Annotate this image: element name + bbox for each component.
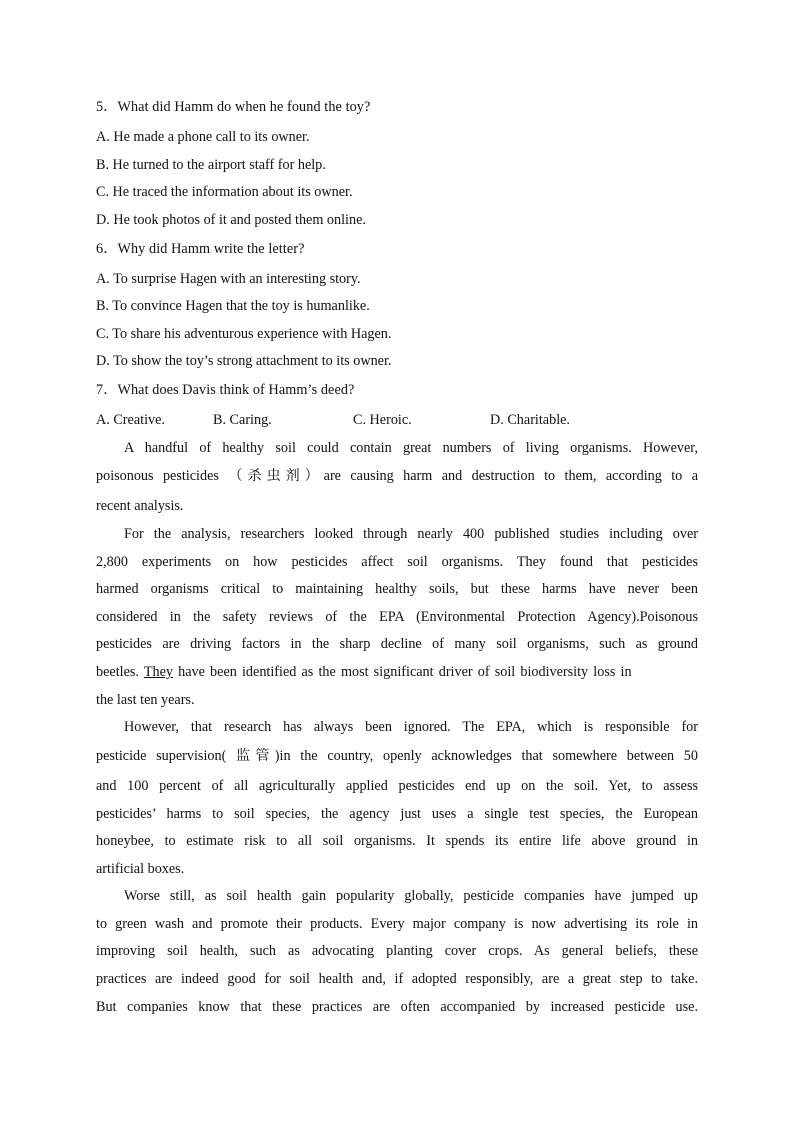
passage-line: pesticides’ harms to soil species, the agency just uses a single test species, the European (96, 806, 698, 822)
question-6-option-c: C. To share his adventurous experience with Hagen. (96, 326, 392, 342)
passage-line: harmed organisms critical to maintaining healthy soils, but these harms have never been (96, 581, 698, 597)
passage-line: A handful of healthy soil could contain great numbers of living organisms. However, (124, 440, 698, 456)
question-7-option-d: D. Charitable. (490, 412, 570, 428)
passage-line: artificial boxes. (96, 861, 185, 877)
passage-line: the last ten years. (96, 692, 195, 708)
passage-line: and 100 percent of all agriculturally applied pesticides end up on the soil. Yet, to assess (96, 778, 698, 794)
question-7-options (96, 411, 698, 429)
passage-line: pesticide supervision( 监管)in the country, openly acknowledges that somewhere between 50 (96, 748, 698, 764)
question-5-option-a: A. He made a phone call to its owner. (96, 129, 310, 145)
question-6-stem: 6．Why did Hamm write the letter? (96, 241, 305, 257)
passage-line: But companies know that these practices are often accompanied by increased pesticide use. (96, 999, 698, 1015)
passage-line: pesticides are driving factors in the sharp decline of many soil organisms, such as ground (96, 636, 698, 652)
passage-line: recent analysis. (96, 498, 184, 514)
underlined-pronoun: They (143, 664, 173, 680)
passage-line: However, that research has always been ignored. The EPA, which is responsible for (124, 719, 698, 735)
passage-line: Worse still, as soil health gain popularity globally, pesticide companies have jumped up (124, 888, 698, 904)
question-6-option-a: A. To surprise Hagen with an interesting story. (96, 271, 361, 287)
question-5-option-b: B. He turned to the airport staff for help. (96, 157, 326, 173)
passage-line: honeybee, to estimate risk to all soil organisms. It spends its entire life above ground in (96, 833, 698, 849)
question-6-option-d: D. To show the toy’s strong attachment to its owner. (96, 353, 392, 369)
question-5-stem: 5．What did Hamm do when he found the toy? (96, 99, 371, 115)
passage-text: have been identified as the most significant driver of soil biodiversity loss in (172, 664, 632, 680)
passage-text: beetles. (96, 664, 144, 680)
passage-line: 2,800 experiments on how pesticides affect soil organisms. They found that pesticides (96, 554, 698, 570)
passage-line: considered in the safety reviews of the EPA (Environmental Protection Agency).Poisonous (96, 609, 698, 625)
question-7-option-a: A. Creative. (96, 412, 165, 428)
passage-line: poisonous pesticides （杀虫剂）are causing harm and destruction to them, according to a (96, 468, 698, 484)
passage-line: improving soil health, such as advocating planting cover crops. As general beliefs, these (96, 943, 698, 959)
question-5-option-c: C. He traced the information about its owner. (96, 184, 353, 200)
question-7-stem: 7．What does Davis think of Hamm’s deed? (96, 382, 355, 398)
passage-line (96, 663, 698, 681)
question-7-option-c: C. Heroic. (353, 412, 412, 428)
question-5-option-d: D. He took photos of it and posted them online. (96, 212, 366, 228)
question-7-option-b: B. Caring. (213, 412, 272, 428)
passage-line: practices are indeed good for soil health and, if adopted responsibly, are a great step to take. (96, 971, 698, 987)
passage-line: For the analysis, researchers looked through nearly 400 published studies including over (124, 526, 698, 542)
question-6-option-b: B. To convince Hagen that the toy is humanlike. (96, 298, 370, 314)
passage-line: to green wash and promote their products. Every major company is now advertising its role in (96, 916, 698, 932)
